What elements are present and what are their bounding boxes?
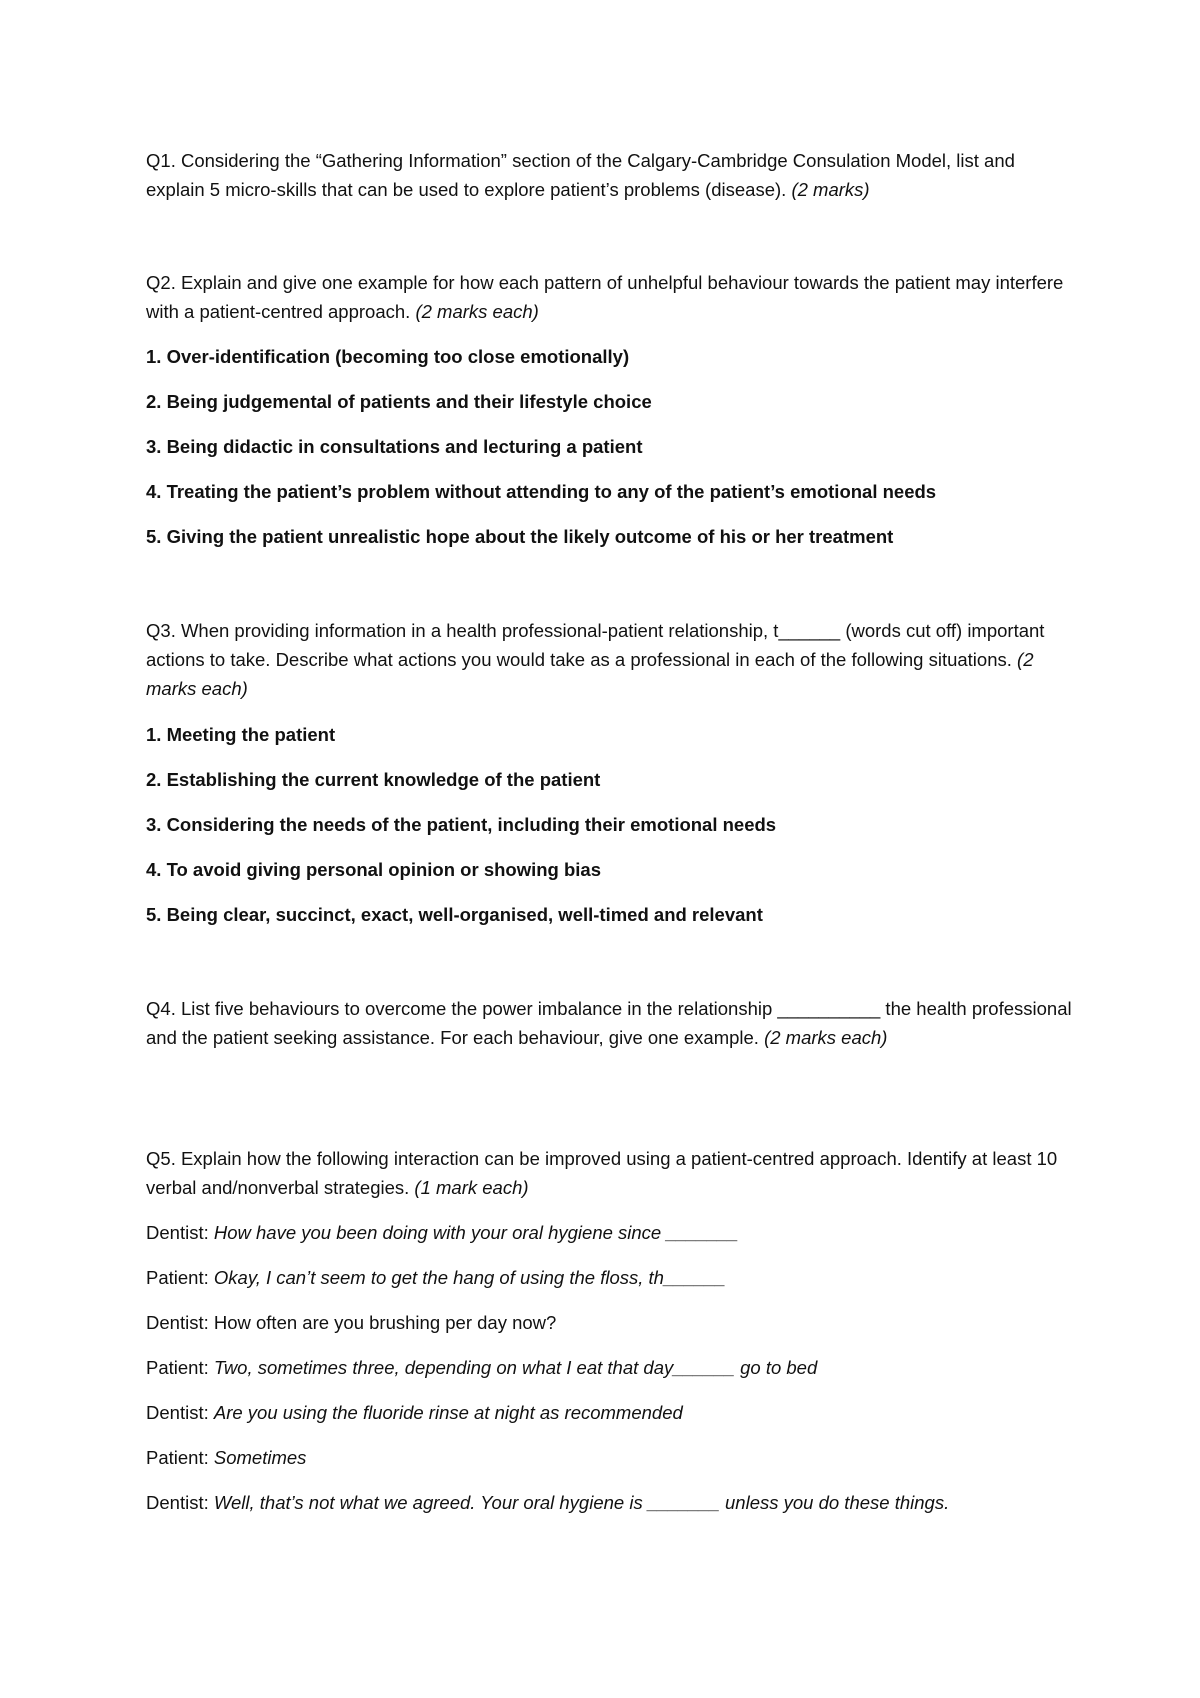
question-4 <box>146 994 1076 1052</box>
dialogue-speaker: Dentist: <box>146 1312 209 1333</box>
question-2-label: Q2 <box>146 272 171 293</box>
question-2-item: 5. Giving the patient unrealistic hope about the likely outcome of his or her treatment <box>146 526 894 547</box>
dialogue-speaker: Patient: <box>146 1357 209 1378</box>
dialogue-speech: How often are you brushing per day now? <box>213 1312 557 1333</box>
dialogue-speaker: Dentist: <box>146 1402 209 1423</box>
question-3-body: . When providing information in a health professional-patient relationship, t______ (words cut off) important actions to take. Describe what actions you would take as a professional in each of the following situations. <box>146 620 1045 670</box>
question-2-item: 1. Over-identification (becoming too close emotionally) <box>146 346 630 367</box>
dialogue-line <box>146 1267 726 1289</box>
dialogue-speech: Are you using the fluoride rinse at night as recommended <box>213 1402 683 1423</box>
dialogue-speech: Well, that’s not what we agreed. Your oral hygiene is _______ unless you do these things. <box>213 1492 950 1513</box>
dialogue-speech: Sometimes <box>213 1447 307 1468</box>
dialogue-line <box>146 1447 306 1469</box>
question-1-label: Q1 <box>146 150 171 171</box>
question-4-text <box>146 994 1076 1052</box>
question-3-item: 1. Meeting the patient <box>146 724 336 745</box>
question-2-item: 4. Treating the patient’s problem without attending to any of the patient’s emotional needs <box>146 481 937 502</box>
dialogue-speaker: Dentist: <box>146 1222 209 1243</box>
question-4-label: Q4 <box>146 998 171 1019</box>
dialogue-speaker: Patient: <box>146 1447 209 1468</box>
question-5-label: Q5 <box>146 1148 171 1169</box>
dialogue-line <box>146 1222 738 1244</box>
dialogue-speech: Okay, I can’t seem to get the hang of using the floss, th______ <box>213 1267 726 1288</box>
question-5-body: . Explain how the following interaction can be improved using a patient-centred approach. Identify at least 10 verbal and/nonverbal strategies. <box>146 1148 1058 1198</box>
question-3-item: 3. Considering the needs of the patient, including their emotional needs <box>146 814 777 835</box>
question-2-body: . Explain and give one example for how each pattern of unhelpful behaviour towards the patient may interfere with a patient-centred approach. <box>146 272 1064 322</box>
question-5 <box>146 1144 1076 1202</box>
dialogue-line <box>146 1492 949 1514</box>
dialogue-line <box>146 1402 683 1424</box>
question-5-text <box>146 1144 1076 1202</box>
question-5-marks: (1 mark each) <box>414 1177 529 1198</box>
question-3-text <box>146 616 1076 703</box>
question-3 <box>146 616 1076 703</box>
dialogue-line <box>146 1312 556 1334</box>
question-3-marks: (2 marks each) <box>146 649 1034 699</box>
question-1 <box>146 146 1076 204</box>
question-4-body: . List five behaviours to overcome the power imbalance in the relationship __________ the health professional and the patient seeking assistance. For each behaviour, give one example. <box>146 998 1072 1048</box>
question-1-text <box>146 146 1076 204</box>
dialogue-speech: How have you been doing with your oral hygiene since _______ <box>213 1222 739 1243</box>
dialogue-speech: Two, sometimes three, depending on what I eat that day______ go to bed <box>213 1357 818 1378</box>
question-1-marks: (2 marks) <box>791 179 870 200</box>
dialogue-speaker: Dentist: <box>146 1492 209 1513</box>
question-2-marks: (2 marks each) <box>415 301 539 322</box>
question-3-item: 2. Establishing the current knowledge of the patient <box>146 769 601 790</box>
question-3-item: 4. To avoid giving personal opinion or showing bias <box>146 859 601 880</box>
question-4-marks: (2 marks each) <box>764 1027 888 1048</box>
question-2-item: 2. Being judgemental of patients and their lifestyle choice <box>146 391 652 412</box>
dialogue-line <box>146 1357 817 1379</box>
question-2 <box>146 268 1076 326</box>
question-3-item: 5. Being clear, succinct, exact, well-organised, well-timed and relevant <box>146 904 763 925</box>
question-2-item: 3. Being didactic in consultations and lecturing a patient <box>146 436 643 457</box>
question-3-label: Q3 <box>146 620 171 641</box>
dialogue-speaker: Patient: <box>146 1267 209 1288</box>
question-2-text <box>146 268 1076 326</box>
question-1-body: . Considering the “Gathering Information” section of the Calgary-Cambridge Consulation Model, list and explain 5 micro-skills that can be used to explore patient’s problems (disease). <box>146 150 1015 200</box>
